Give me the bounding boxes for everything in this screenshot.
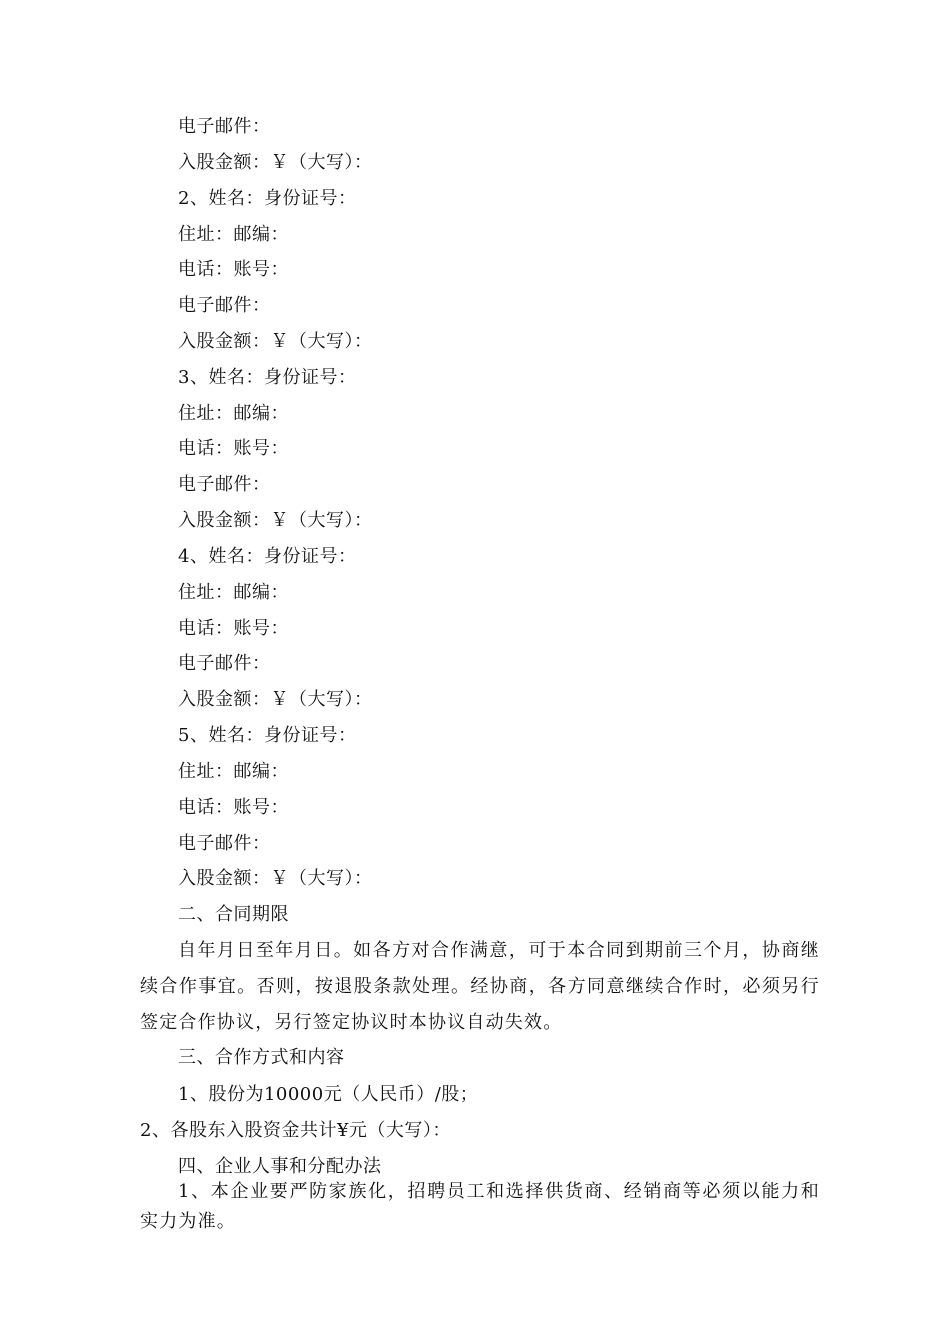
shareholder-5-name-id: 5、姓名：身份证号： [178,725,357,746]
section-2-heading: 二、合同期限 [178,904,289,925]
section-4-heading: 四、企业人事和分配办法 [178,1156,382,1177]
shareholder-1-email: 电子邮件： [178,116,271,137]
shareholder-3-amount: 入股金额：￥（大写）： [178,510,373,531]
shareholder-2-email: 电子邮件： [178,295,271,316]
shareholder-3-name-id: 3、姓名：身份证号： [178,367,357,388]
shareholder-4-address: 住址：邮编： [178,582,289,603]
shareholder-5-email: 电子邮件： [178,833,271,854]
shareholder-5-phone: 电话：账号： [178,797,289,818]
shareholder-5-address: 住址：邮编： [178,761,289,782]
shareholder-3-phone: 电话：账号： [178,438,289,459]
shareholder-4-name-id: 4、姓名：身份证号： [178,546,357,567]
shareholder-2-amount: 入股金额：￥（大写）： [178,331,373,352]
shareholder-3-email: 电子邮件： [178,474,271,495]
shareholder-2-phone: 电话：账号： [178,259,289,280]
shareholder-4-amount: 入股金额：￥（大写）： [178,689,373,710]
shareholder-3-address: 住址：邮编： [178,403,289,424]
shareholder-1-amount: 入股金额：￥（大写）： [178,152,373,173]
section-4-item-1: 1、本企业要严防家族化，招聘员工和选择供货商、经销商等必须以能力和实力为准。 [140,1181,820,1232]
section-2-paragraph: 自年月日至年月日。如各方对合作满意，可于本合同到期前三个月，协商继续合作事宜。否则，按退股条款处理。经协商，各方同意继续合作时，必须另行签定合作协议，另行签定协议时本协议自动失效。 [140,940,820,1033]
shareholder-5-amount: 入股金额：￥（大写）： [178,868,373,889]
section-3-item-2: 2、各股东入股资金共计¥元（大写）： [140,1120,451,1141]
shareholder-2-name-id: 2、姓名：身份证号： [178,188,357,209]
section-3-item-1: 1、股份为10000元（人民币）/股； [178,1084,479,1105]
shareholder-4-phone: 电话：账号： [178,618,289,639]
section-3-heading: 三、合作方式和内容 [178,1047,345,1068]
shareholder-2-address: 住址：邮编： [178,224,289,245]
shareholder-4-email: 电子邮件： [178,653,271,674]
